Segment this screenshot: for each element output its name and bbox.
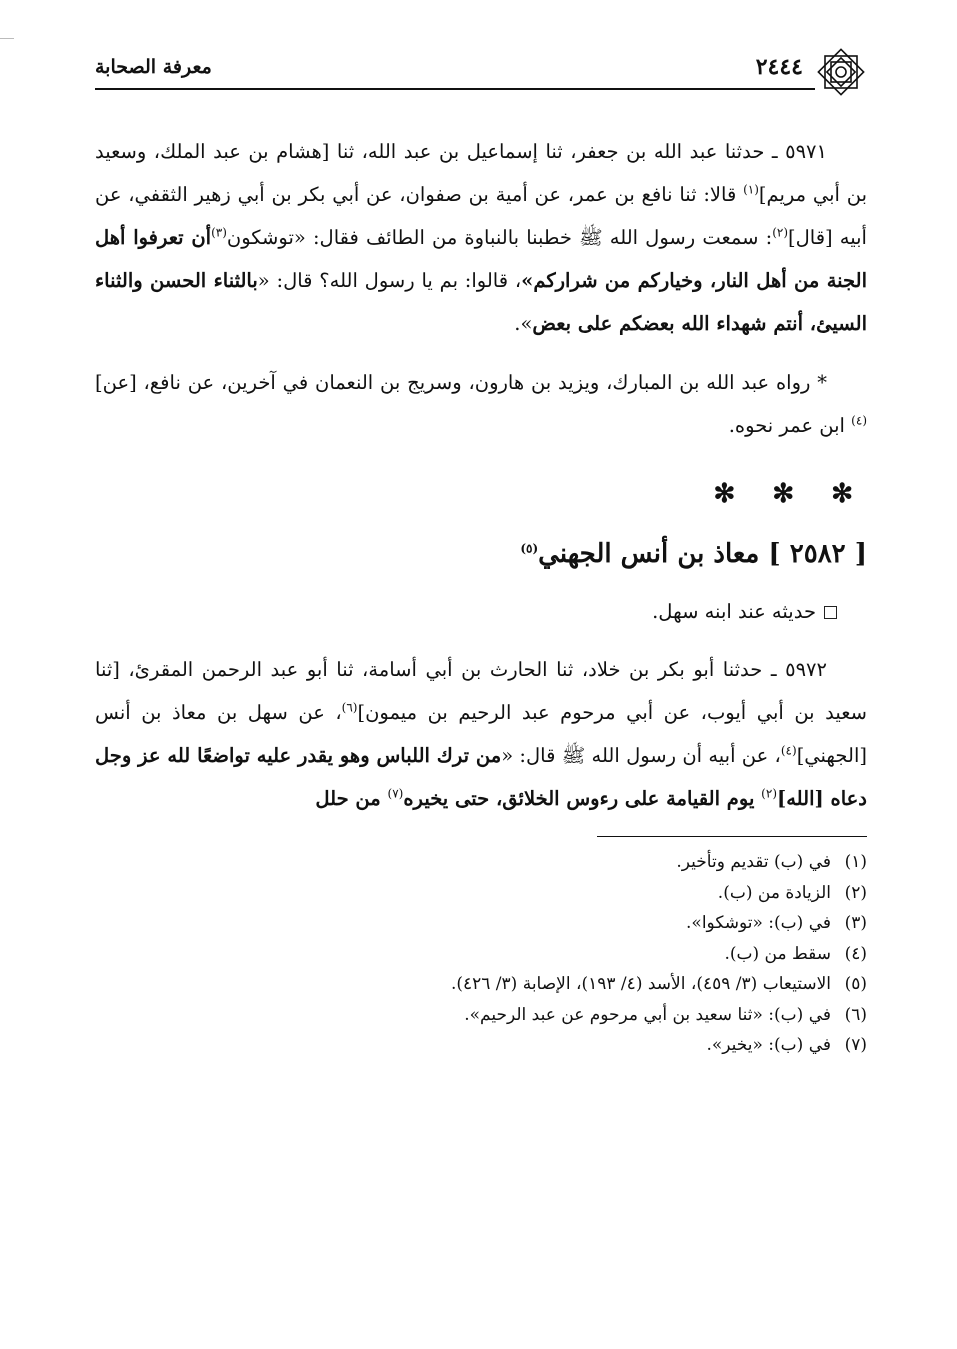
running-title: معرفة الصحابة — [95, 56, 212, 78]
hadith-text-bold: بالثناء الحسن والثناء السيئ، أنتم شهداء الله بعضكم على بعض — [95, 269, 867, 335]
section-title: [ ٢٥٨٢ ] معاذ بن أنس الجهني — [538, 539, 867, 569]
text-segment: ٥٩٧١ ـ حدثنا عبد الله بن جعفر، ثنا إسماعيل بن عبد الله، ثنا [هشام بن عبد الملك، وسعيد بن أبي مريم] — [95, 140, 868, 206]
footnote-number: (٣) — [844, 913, 867, 933]
footnote — [95, 878, 867, 909]
hadith-text-bold: من حلل — [315, 787, 388, 810]
footnote-number: (٦) — [844, 1004, 867, 1025]
text-segment: قالا: ثنا نافع بن عمر، عن أمية بن صفوان، عن أبي بكر بن أبي زهير الثقفي، عن أبيه [قال] — [95, 183, 867, 249]
hadith-block-5971 — [95, 130, 867, 447]
footnote-ref: (٣) — [211, 225, 227, 240]
hadith-text-bold: أن تعرفوا أهل الجنة من أهل النار، وخياركم من شراركم» — [95, 226, 867, 292]
hadith-block-5972 — [95, 648, 867, 820]
footnote-number: (٥) — [844, 974, 867, 994]
section-note — [95, 594, 867, 630]
footnote — [95, 939, 867, 970]
footnote-ref: (٤) — [780, 743, 797, 758]
footnote-text: في (ب): «ثنا سعيد بن أبي مرحوم عن عبد الرحيم». — [464, 1004, 831, 1025]
hadith-text-bold: من ترك اللباس وهو يقدر عليه تواضعًا لله عز وجل دعاه [الله] — [95, 744, 867, 810]
section-title-footnote-ref: (٥) — [520, 541, 539, 556]
page-header — [95, 40, 867, 100]
hadith-text-bold: يوم القيامة على رءوس الخلائق، حتى يخيره — [403, 787, 762, 810]
footnote-text: في (ب) تقديم وتأخير. — [676, 852, 831, 872]
footnote-number: (٢) — [844, 882, 867, 903]
text-segment: ». — [514, 312, 533, 335]
section-heading — [95, 530, 867, 578]
footnote — [95, 969, 867, 1000]
text-segment: ، عن سهل بن معاذ بن أنس [الجهني] — [95, 701, 867, 767]
footnote — [95, 847, 867, 878]
book-page — [95, 40, 867, 1310]
footnote-text: الاستيعاب (٣/ ٤٥٩)، الأسد (٤/ ١٩٣)، الإصابة (٣/ ٤٢٦). — [450, 974, 831, 994]
footnote-text: في (ب): «توشكوا». — [686, 913, 831, 933]
square-bullet-icon — [824, 606, 837, 619]
octagram-ornament-icon — [815, 46, 867, 98]
page-number: ٢٤٤٤ — [755, 54, 803, 80]
footnote-ref: (٢) — [772, 225, 789, 240]
footnote-ref: (٢) — [761, 786, 777, 801]
paragraph — [95, 130, 867, 345]
footnote-ref: (٤) — [851, 413, 867, 428]
footnote-number: (١) — [844, 852, 867, 872]
footnote — [95, 1030, 867, 1061]
footnote-text: الزيادة من (ب). — [717, 882, 831, 903]
text-segment: ، عن أبيه أن رسول الله ﷺ قال: « — [501, 744, 781, 767]
footnotes — [95, 847, 867, 1061]
footnote-text: سقط من (ب). — [724, 943, 831, 964]
paragraph — [95, 361, 867, 447]
footnote-ref: (٧) — [387, 786, 404, 801]
margin-mark — [0, 38, 14, 39]
section-note-text: حديثه عند ابنه سهل. — [652, 600, 816, 623]
text-segment: * رواه عبد الله بن المبارك، ويزيد بن هارون، وسريج بن النعمان في آخرين، عن نافع، [عن] — [95, 371, 827, 394]
paragraph — [95, 648, 867, 820]
text-segment: ٥٩٧٢ ـ حدثنا أبو بكر بن خلاد، ثنا الحارث بن أبي أسامة، ثنا أبو عبد الرحمن المقرئ، [ثنا سعيد بن أبي أيوب، عن أبي مرحوم عبد الرحيم بن ميمون] — [95, 658, 867, 724]
footnote-rule — [597, 836, 867, 837]
text-segment: ابن عمر نحوه. — [728, 414, 852, 437]
footnote-number: (٤) — [844, 943, 867, 964]
footnote-number: (٧) — [844, 1035, 867, 1055]
main-text — [95, 130, 867, 820]
header-rule — [95, 88, 815, 90]
footnote-ref: (٦) — [341, 700, 358, 715]
text-segment: ، قالوا: بم يا رسول الله؟ قال: « — [257, 269, 522, 292]
footnote-ref: (١) — [743, 182, 759, 197]
separator-stars: ✻ ✻ ✻ — [713, 479, 867, 509]
text-segment: : سمعت رسول الله ﷺ خطبنا بالنباوة من الطائف فقال: «توشكون — [226, 226, 773, 249]
footnote-text: في (ب): «يخير». — [706, 1035, 831, 1055]
footnote — [95, 1000, 867, 1031]
footnote — [95, 908, 867, 939]
